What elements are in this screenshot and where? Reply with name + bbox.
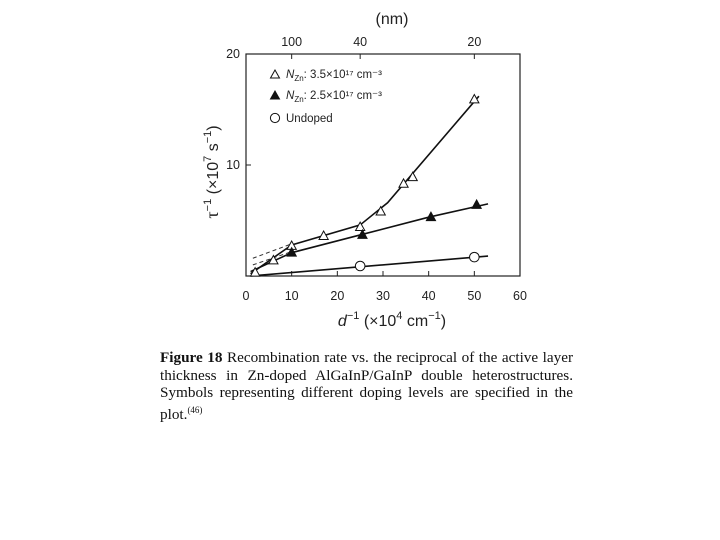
plot-area bbox=[246, 54, 520, 276]
figure-caption bbox=[160, 349, 573, 423]
y-axis-label: $\tau^{-1}$ ($\times 10^7$ $s^{-1}$) bbox=[202, 125, 222, 219]
top-tick-label: 40 bbox=[353, 35, 368, 49]
caption-ref: (46) bbox=[187, 404, 203, 415]
legend-label-filled-triangle: 2.5×10¹⁷ cm⁻³ bbox=[310, 90, 382, 102]
top-tick-label: 100 bbox=[281, 35, 303, 49]
point-open-circle bbox=[470, 252, 480, 262]
legend-entry-open-triangle bbox=[271, 69, 383, 83]
y-tick-label: 10 bbox=[226, 158, 240, 172]
plot-frame bbox=[246, 54, 520, 276]
top-axis-unit: (nm) bbox=[375, 11, 409, 28]
fit-line-open-circle bbox=[251, 256, 488, 276]
point-filled-triangle bbox=[472, 200, 481, 208]
legend-label-open-circle: Undoped bbox=[286, 113, 333, 125]
legend-filled-triangle-marker bbox=[271, 91, 280, 99]
legend-open-circle-marker bbox=[270, 113, 279, 122]
y-tick-label: 20 bbox=[226, 47, 240, 61]
x-tick-label: 60 bbox=[513, 289, 527, 303]
x-tick-label: 0 bbox=[242, 289, 250, 303]
x-tick-label: 30 bbox=[376, 289, 390, 303]
fit-line-filled-triangle bbox=[251, 204, 488, 272]
legend-open-triangle-marker bbox=[271, 70, 280, 78]
fit-line-open-triangle bbox=[251, 96, 479, 274]
caption-text: Recombination rate vs. the reciprocal of the active layer thickness in Zn-doped AlGaInP/GaInP double heterostructures. Symbols representing different doping levels are specified in the plot. bbox=[160, 349, 573, 423]
legend bbox=[270, 69, 382, 125]
x-tick-label: 10 bbox=[284, 289, 299, 303]
top-tick-label: 20 bbox=[467, 35, 482, 49]
x-tick-label: 40 bbox=[421, 289, 436, 303]
legend-label-open-triangle: 3.5×10¹⁷ cm⁻³ bbox=[310, 69, 382, 81]
legend-entry-open-circle bbox=[270, 113, 332, 125]
point-open-circle bbox=[355, 261, 365, 271]
x-tick-label: 50 bbox=[467, 289, 482, 303]
legend-text-open-triangle: $N_{Zn}$: 3.5×10¹⁷ cm⁻³ bbox=[286, 69, 382, 83]
legend-entry-filled-triangle bbox=[271, 90, 383, 104]
x-tick-label: 20 bbox=[330, 289, 345, 303]
figure-label: Figure 18 bbox=[160, 349, 223, 366]
x-axis-label: $d^{-1}$ ($\times 10^4$ $cm^{-1}$) bbox=[337, 310, 447, 330]
legend-text-filled-triangle: $N_{Zn}$: 2.5×10¹⁷ cm⁻³ bbox=[286, 90, 382, 104]
